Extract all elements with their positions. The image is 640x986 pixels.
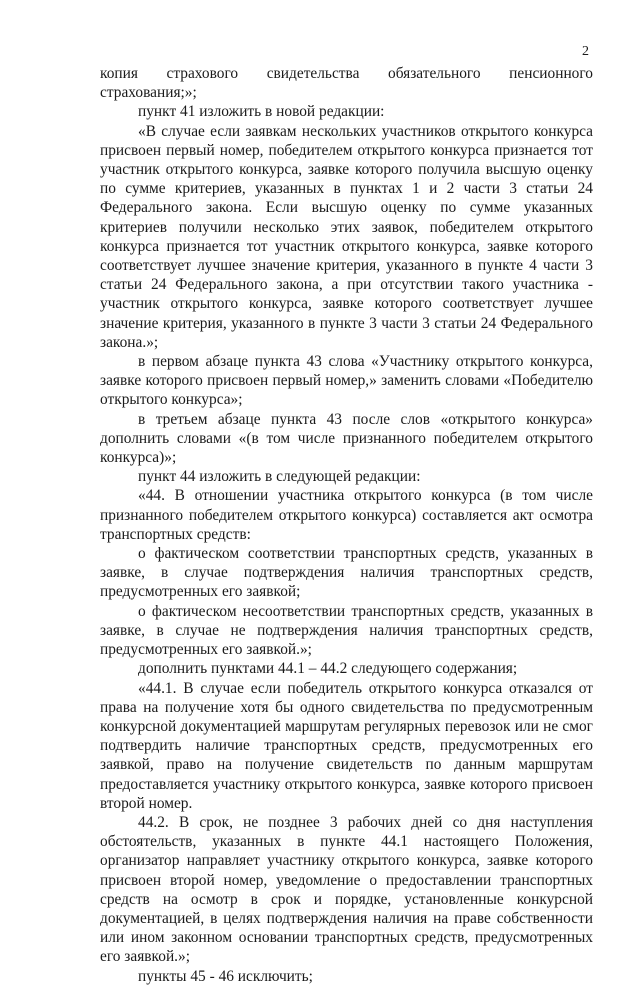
paragraph-item-43-third: в третьем абзаце пункта 43 после слов «открытого конкурса» дополнить словами «(в том числе признанного победителем открытого конкурса)»; — [100, 410, 593, 467]
paragraph-item-41-text: «В случае если заявкам нескольких участников открытого конкурса присвоен первый номер, победителем открытого конкурса признается тот участник открытого конкурса, заявке которого получила высшую оценку по сумме критериев, указанных в пунктах 1 и 2 части 3 статьи 24 Федерального закона. Если высшую оценку по сумме указанных критериев получили несколько этих заявок, победителем открытого конкурса признается тот участник открытого конкурса, заявке которого соответствует лучшее значение критерия, указанного в пункте 4 части 3 статьи 24 Федерального закона, а при отсутствии такого участника - участник открытого конкурса, заявке которого соответствует лучшее значение критерия, указанного в пункте 3 части 3 статьи 24 Федерального закона.»; — [100, 122, 593, 351]
paragraph-item-44-compliance: о фактическом соответствии транспортных средств, указанных в заявке, в случае подтверждения наличия транспортных средств, предусмотренных его заявкой; — [100, 545, 593, 601]
page-number: 2 — [582, 44, 589, 59]
paragraph-item-44-2: 44.2. В срок, не позднее 3 рабочих дней со дня наступления обстоятельств, указанных в пункте 44.1 настоящего Положения, организатор направляет участнику открытого конкурса, заявке которого присвоен второй номер, уведомление о предоставлении транспортных средств на осмотр в срок и порядке, установленные конкурсной документацией, в целях подтверждения наличия на праве собственности или ином законном основании транспортных средств, предусмотренных его заявкой.»; — [100, 813, 593, 966]
paragraph-item-43-first: в первом абзаце пункта 43 слова «Участнику открытого конкурса, заявке которого присвоен первый номер,» заменить словами «Победителю открытого конкурса»; — [100, 353, 593, 409]
paragraph-item-44-text: «44. В отношении участника открытого конкурса (в том числе признанного победителем открытого конкурса) составляется акт осмотра транспортных средств: — [100, 487, 593, 543]
paragraph-add-items-intro: дополнить пунктами 44.1 – 44.2 следующего содержания; — [138, 660, 518, 678]
paragraph-item-44-intro: пункт 44 изложить в следующей редакции: — [138, 468, 421, 486]
paragraph-items-45-46: пункты 45 - 46 исключить; — [138, 967, 313, 985]
paragraph-item-41-intro: пункт 41 изложить в новой редакции: — [138, 103, 385, 121]
paragraph-pension-certificate: копия страхового свидетельства обязательного пенсионного страхования;»; — [100, 65, 593, 102]
paragraph-item-44-1: «44.1. В случае если победитель открытого конкурса отказался от права на получение хотя бы одного свидетельства по предусмотренным конкурсной документацией маршрутам регулярных перевозок или не смог подтвердить наличие транспортных средств, предусмотренных его заявкой, право на получение свидетельств по данным маршрутам предоставляется участнику открытого конкурса, заявке которого присвоен второй номер. — [100, 679, 593, 812]
paragraph-item-44-noncompliance: о фактическом несоответствии транспортных средств, указанных в заявке, в случае не подтверждения наличия транспортных средств, предусмотренных его заявкой.»; — [100, 602, 593, 659]
document-body — [100, 64, 593, 986]
